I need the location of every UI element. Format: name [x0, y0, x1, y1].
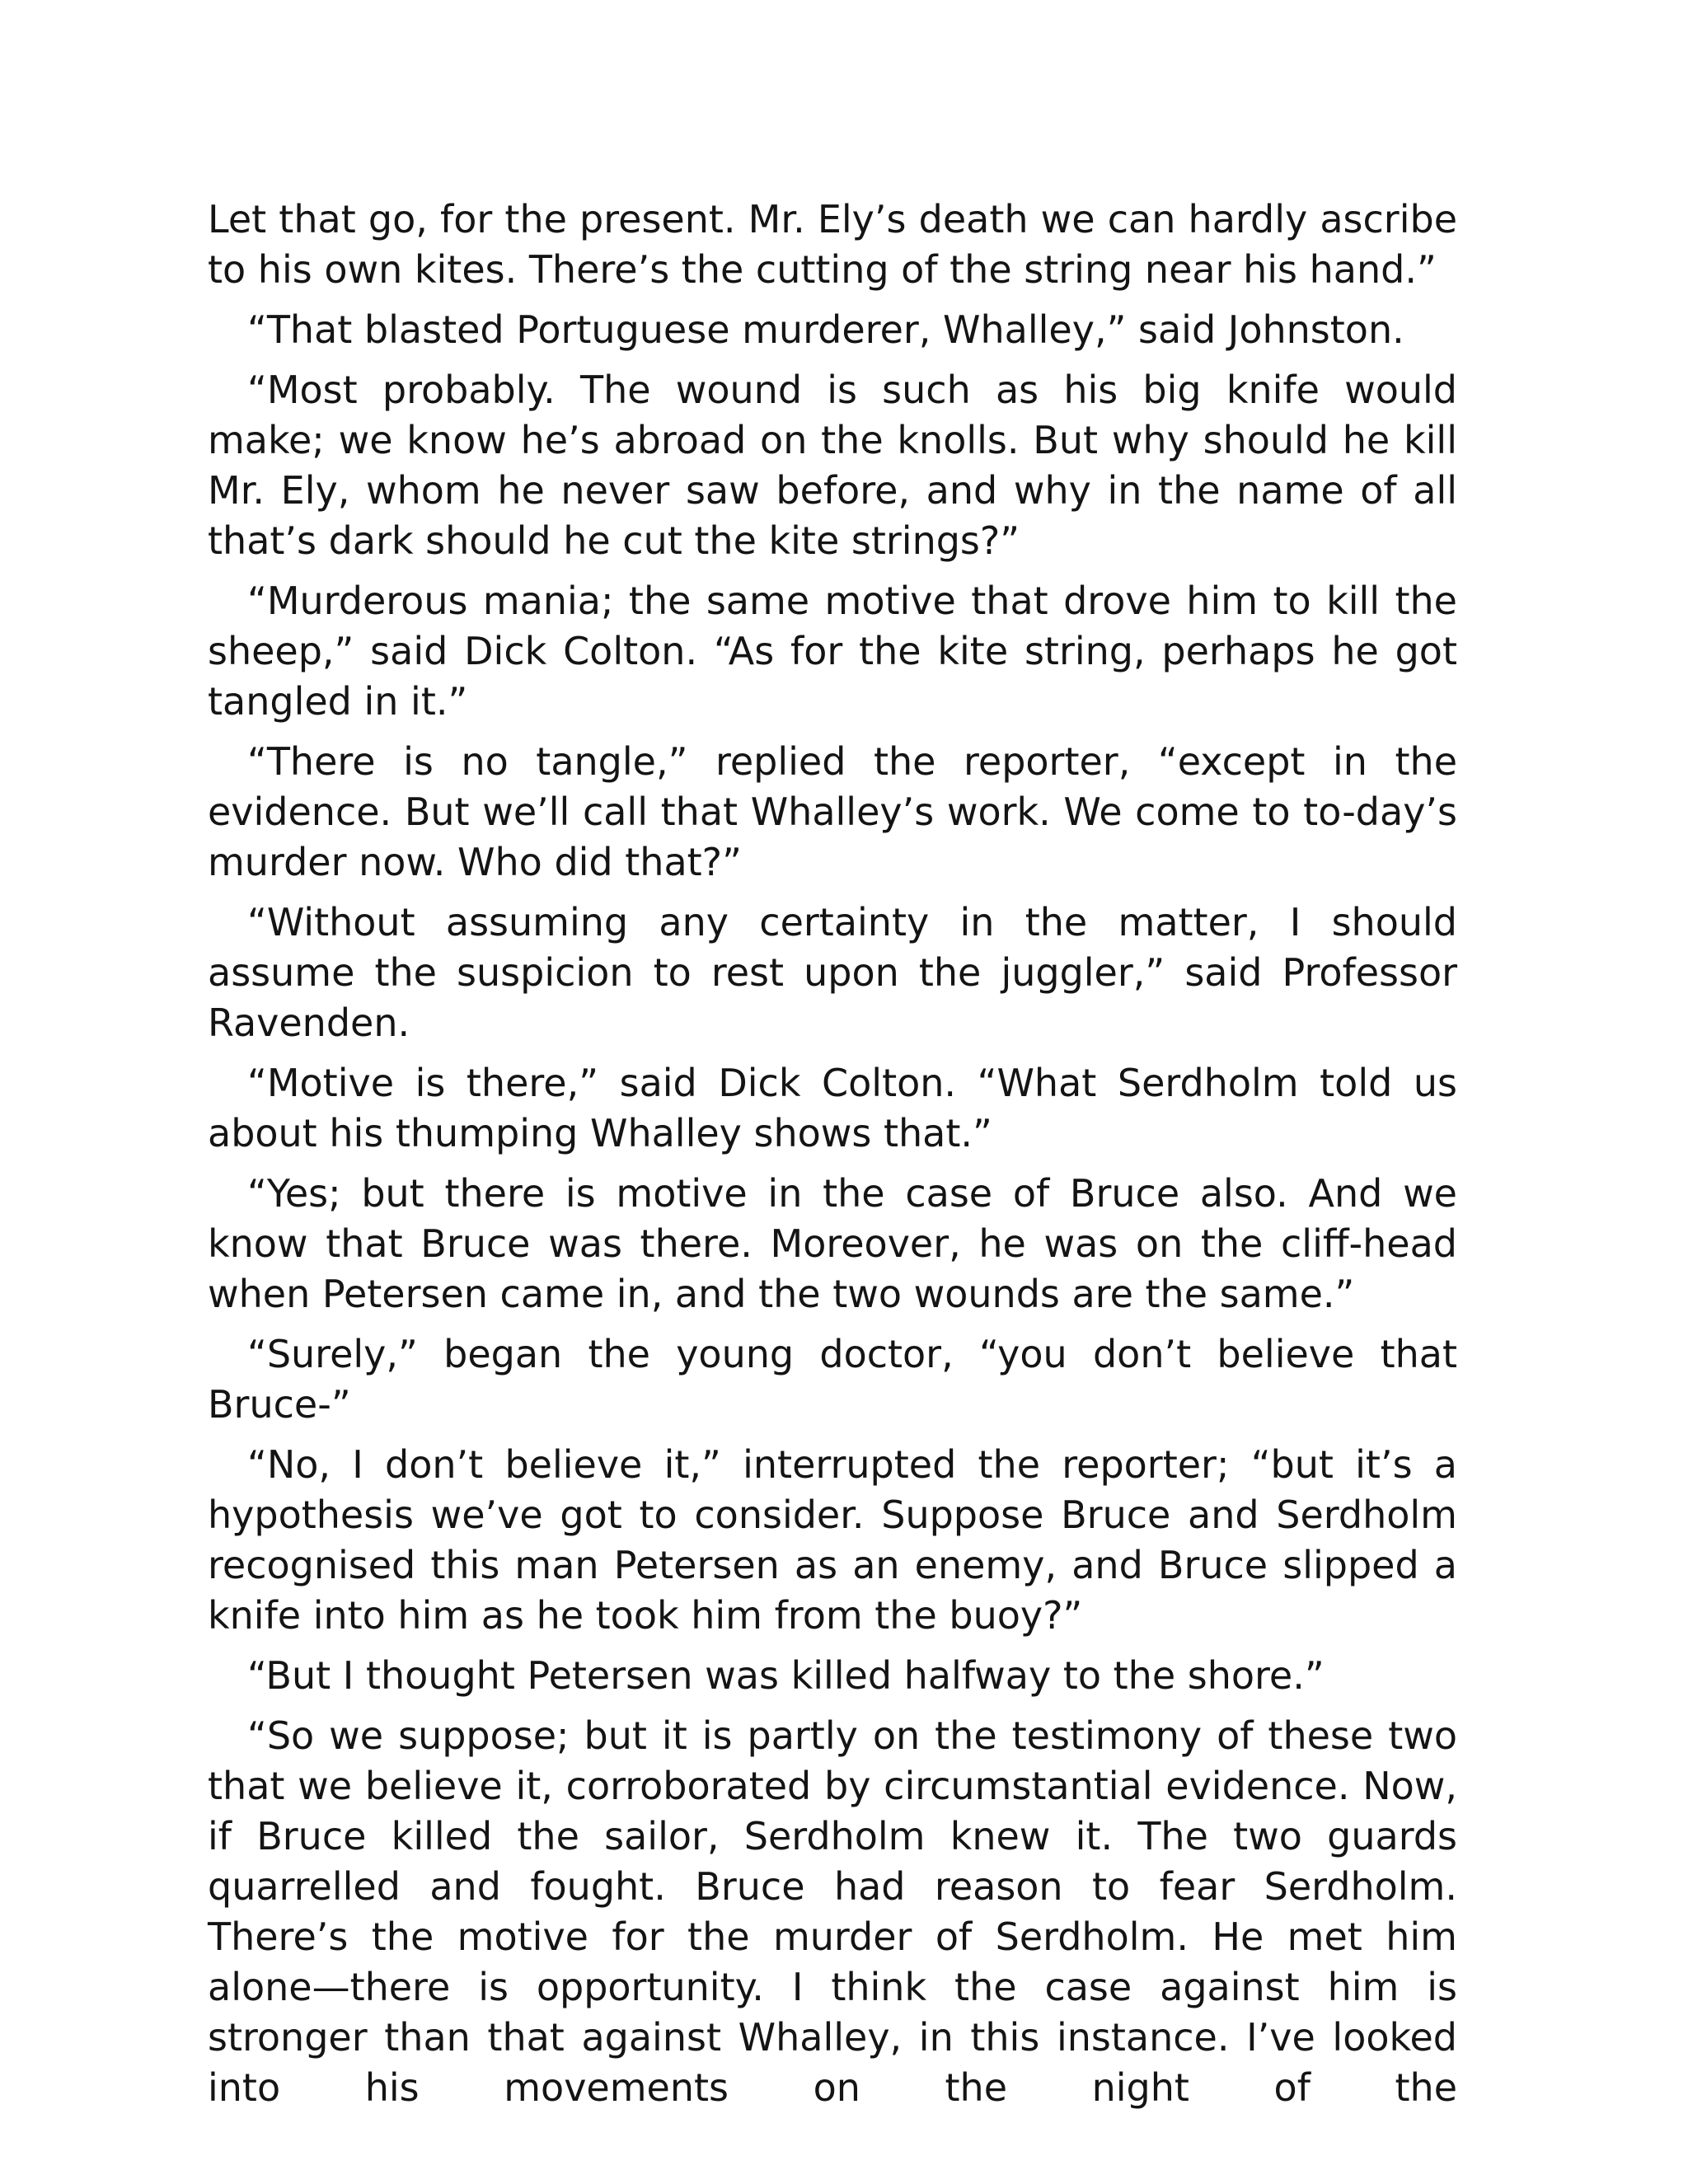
paragraph-3: “Most probably. The wound is such as his big knife would make; we know he’s abroad on the knolls. But why should he kill Mr. Ely, whom he never saw before, and why in the name of all that’s dark should he cut the kite strings?”: [208, 368, 1457, 563]
book-page: [208, 194, 1457, 2113]
paragraph-10: “No, I don’t believe it,” interrupted the reporter; “but it’s a hypothesis we’ve got to consider. Suppose Bruce and Serdholm recognised this man Petersen as an enemy, and Bruce slipped a knife into him as he took him from the buoy?”: [208, 1442, 1457, 1638]
paragraph-6: “Without assuming any certainty in the matter, I should assume the suspicion to rest upon the juggler,” said Professor Ravenden.: [208, 900, 1457, 1045]
paragraph-8: “Yes; but there is motive in the case of Bruce also. And we know that Bruce was there. Moreover, he was on the cliff-head when Petersen came in, and the two wounds are the same.”: [208, 1171, 1457, 1316]
paragraph-4: “Murderous mania; the same motive that drove him to kill the sheep,” said Dick Colton. “As for the kite string, perhaps he got tangled in it.”: [208, 579, 1457, 724]
paragraph-5: “There is no tangle,” replied the reporter, “except in the evidence. But we’ll call that Whalley’s work. We come to to-day’s murder now. Who did that?”: [208, 739, 1457, 884]
paragraph-9: “Surely,” began the young doctor, “you don’t believe that Bruce-”: [208, 1332, 1457, 1427]
paragraph-7: “Motive is there,” said Dick Colton. “What Serdholm told us about his thumping Whalley shows that.”: [208, 1061, 1457, 1155]
paragraph-1: Let that go, for the present. Mr. Ely’s death we can hardly ascribe to his own kites. There’s the cutting of the string near his hand.”: [208, 197, 1457, 292]
paragraph-2: “That blasted Portuguese murderer, Whalley,” said Johnston.: [247, 307, 1404, 352]
paragraph-11: “But I thought Petersen was killed halfway to the shore.”: [247, 1653, 1325, 1698]
paragraph-12: “So we suppose; but it is partly on the testimony of these two that we believe it, corroborated by circumstantial evidence. Now, if Bruce killed the sailor, Serdholm knew it. The two guards quarrelled and fought. Bruce had reason to fear Serdholm. There’s the motive for the murder of Serdholm. He met him alone—there is opportunity. I think the case against him is stronger than that against Whalley, in this instance. I’ve looked into his movements on the night of the: [208, 1713, 1457, 2110]
